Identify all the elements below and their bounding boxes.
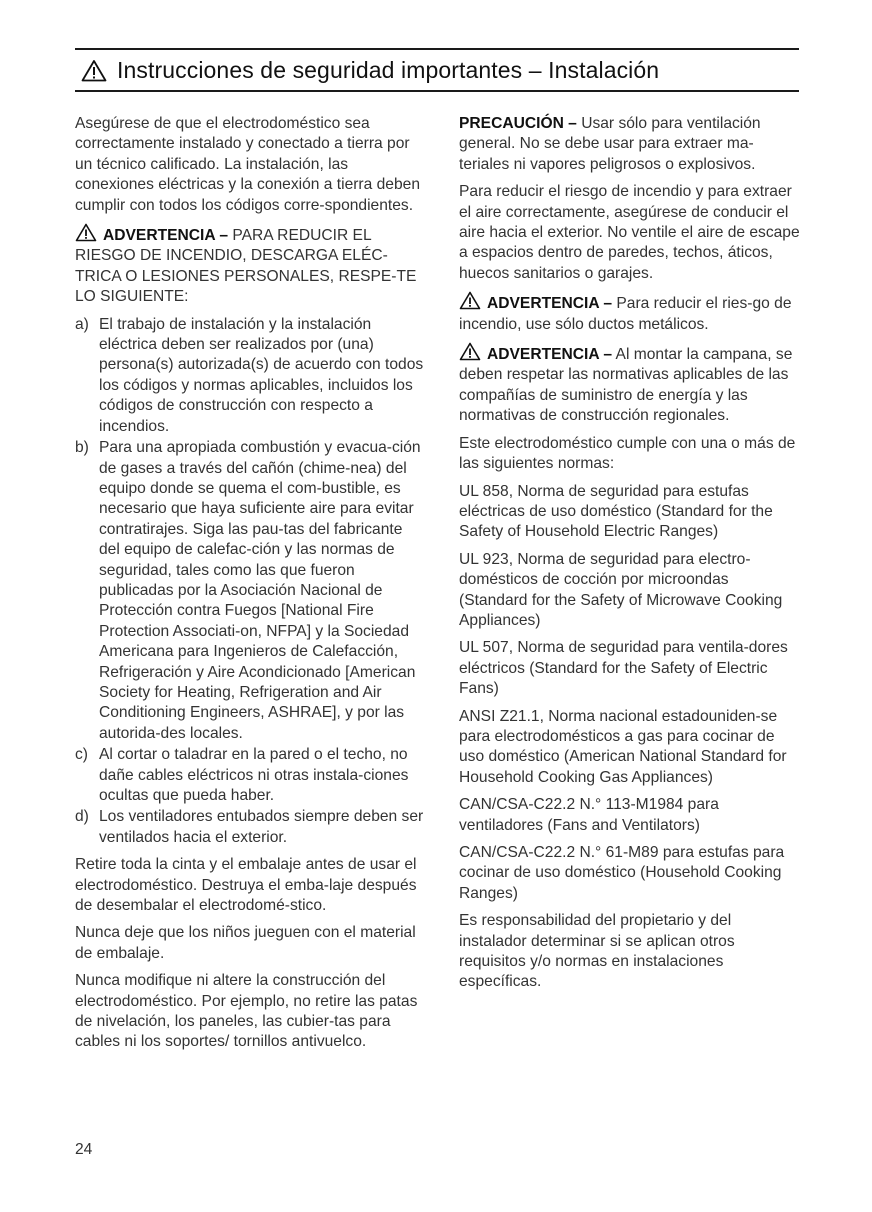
warning-triangle-icon (75, 223, 97, 242)
warning-text: PARA REDUCIR EL RIESGO DE INCENDIO, DESCARGA ELÉC-TRICA O LESIONES PERSONALES, RESPE-TE LO SIGUIENTE: (75, 227, 417, 306)
warning-triangle-icon (81, 59, 107, 82)
left-column (75, 114, 425, 1060)
caution-label: PRECAUCIÓN – (459, 115, 577, 132)
warning-text: Para reducir el ries-go de incendio, use sólo ductos metálicos. (459, 295, 792, 333)
instruction-list (75, 315, 425, 849)
warning-triangle-icon (459, 342, 481, 361)
standard-entry: CAN/CSA-C22.2 N.° 61-M89 para estufas para cocinar de uso doméstico (Household Cooking Ranges) (459, 844, 785, 902)
warning-label: ADVERTENCIA – (103, 227, 229, 245)
caution-block (459, 114, 801, 175)
list-text: Al cortar o taladrar en la pared o el techo, no dañe cables eléctricos ni otras instala-ciones ocultas que pueda haber. (99, 746, 409, 804)
warning-block (75, 223, 425, 308)
caution-text: Usar sólo para ventilación general. No se debe usar para extraer ma-teriales ni vapores peligrosos o explosivos. (459, 115, 761, 173)
children-paragraph: Nunca deje que los niños jueguen con el material de embalaje. (75, 924, 416, 962)
list-marker: a) (75, 315, 89, 333)
list-marker: c) (75, 746, 88, 764)
standard-entry: UL 923, Norma de seguridad para electro-domésticos de cocción por microondas (Standard for the Safety of Microwave Cooking Appliances) (459, 550, 783, 629)
list-marker: d) (75, 808, 89, 826)
warning-triangle-icon (459, 291, 481, 310)
standard-entry: UL 858, Norma de seguridad para estufas eléctricas de uso doméstico (Standard for the Safety of Household Electric Ranges) (459, 482, 773, 541)
right-column (459, 114, 801, 1000)
warning-label: ADVERTENCIA – (487, 346, 613, 364)
modify-paragraph: Nunca modifique ni altere la construcción del electrodoméstico. Por ejemplo, no retire las patas de nivelación, los paneles, las cubier-tas para cables ni los soportes/ tornillos antivuelco. (75, 972, 418, 1051)
warning-text: Al montar la campana, se deben respetar las normativas aplicables de las compañías de suministro de energía y las normativas de construcción regionales. (459, 346, 793, 425)
standard-entry: CAN/CSA-C22.2 N.° 113-M1984 para ventiladores (Fans and Ventilators) (459, 796, 719, 834)
intro-paragraph: Asegúrese de que el electrodoméstico sea correctamente instalado y conectado a tierra por un técnico calificado. La instalación, las conexiones eléctricas y la conexión a tierra deben cumplir con todos los códigos corre-spondientes. (75, 115, 420, 214)
owner-paragraph: Es responsabilidad del propietario y del instalador determinar si se aplican otros requisitos y/o normas en instalaciones específicas. (459, 912, 735, 991)
list-item (75, 807, 425, 848)
list-item (75, 745, 425, 806)
list-text: Los ventiladores entubados siempre deben ser ventilados hacia el exterior. (99, 808, 424, 846)
standards-intro: Este electrodoméstico cumple con una o más de las siguientes normas: (459, 434, 796, 473)
warning-label: ADVERTENCIA – (487, 295, 613, 313)
packaging-paragraph: Retire toda la cinta y el embalaje antes de usar el electrodoméstico. Destruya el emba-laje después de desembalar el electrodomé-stico. (75, 856, 417, 915)
warning-block (459, 342, 801, 427)
standard-entry: UL 507, Norma de seguridad para ventila-dores eléctricos (Standard for the Safety of Electric Fans) (459, 639, 788, 698)
list-item (75, 315, 425, 437)
standard-entry: ANSI Z21.1, Norma nacional estadouniden-se para electrodomésticos a gas para cocinar de uso doméstico (American National Standard for Household Cooking Gas Appliances) (459, 707, 787, 786)
exhaust-paragraph: Para reducir el riesgo de incendio y para extraer el aire correctamente, asegúrese de conducir el aire hacia el exterior. No ventile el aire de escape a espacios dentro de paredes, techos, áticos, huecos sanitarios o garajes. (459, 183, 800, 282)
section-header (75, 48, 799, 92)
page-number: 24 (75, 1141, 93, 1158)
page-title: Instrucciones de seguridad importantes – Instalación (117, 56, 660, 83)
list-text: Para una apropiada combustión y evacua-ción de gases a través del cañón (chime-nea) del equipo donde se quema el com-bustible, es necesario que haya suficiente aire para evitar contratirajes. Siga las pau-tas del fabricante del equipo de calefac-ción y las normas de seguridad, tales como las que fueron publicadas por la Asociación Nacional de Protección contra Fuegos [National Fire Protection Associati-on, NFPA] y la Sociedad Americana para Ingenieros de Calefacción, Refrigeración y Aire Acondicionado [American Society for Heating, Refrigeration and Air Conditioning Engineers, ASHRAE], y por las autorida-des locales. (99, 439, 421, 742)
list-marker: b) (75, 439, 89, 457)
list-item (75, 438, 425, 744)
list-text: El trabajo de instalación y la instalación eléctrica deben ser realizados por (una) persona(s) autorizada(s) de acuerdo con todos los códigos y normas aplicables, incluidos los códigos de construcción con respecto a incendios. (99, 315, 424, 435)
warning-block (459, 291, 801, 335)
